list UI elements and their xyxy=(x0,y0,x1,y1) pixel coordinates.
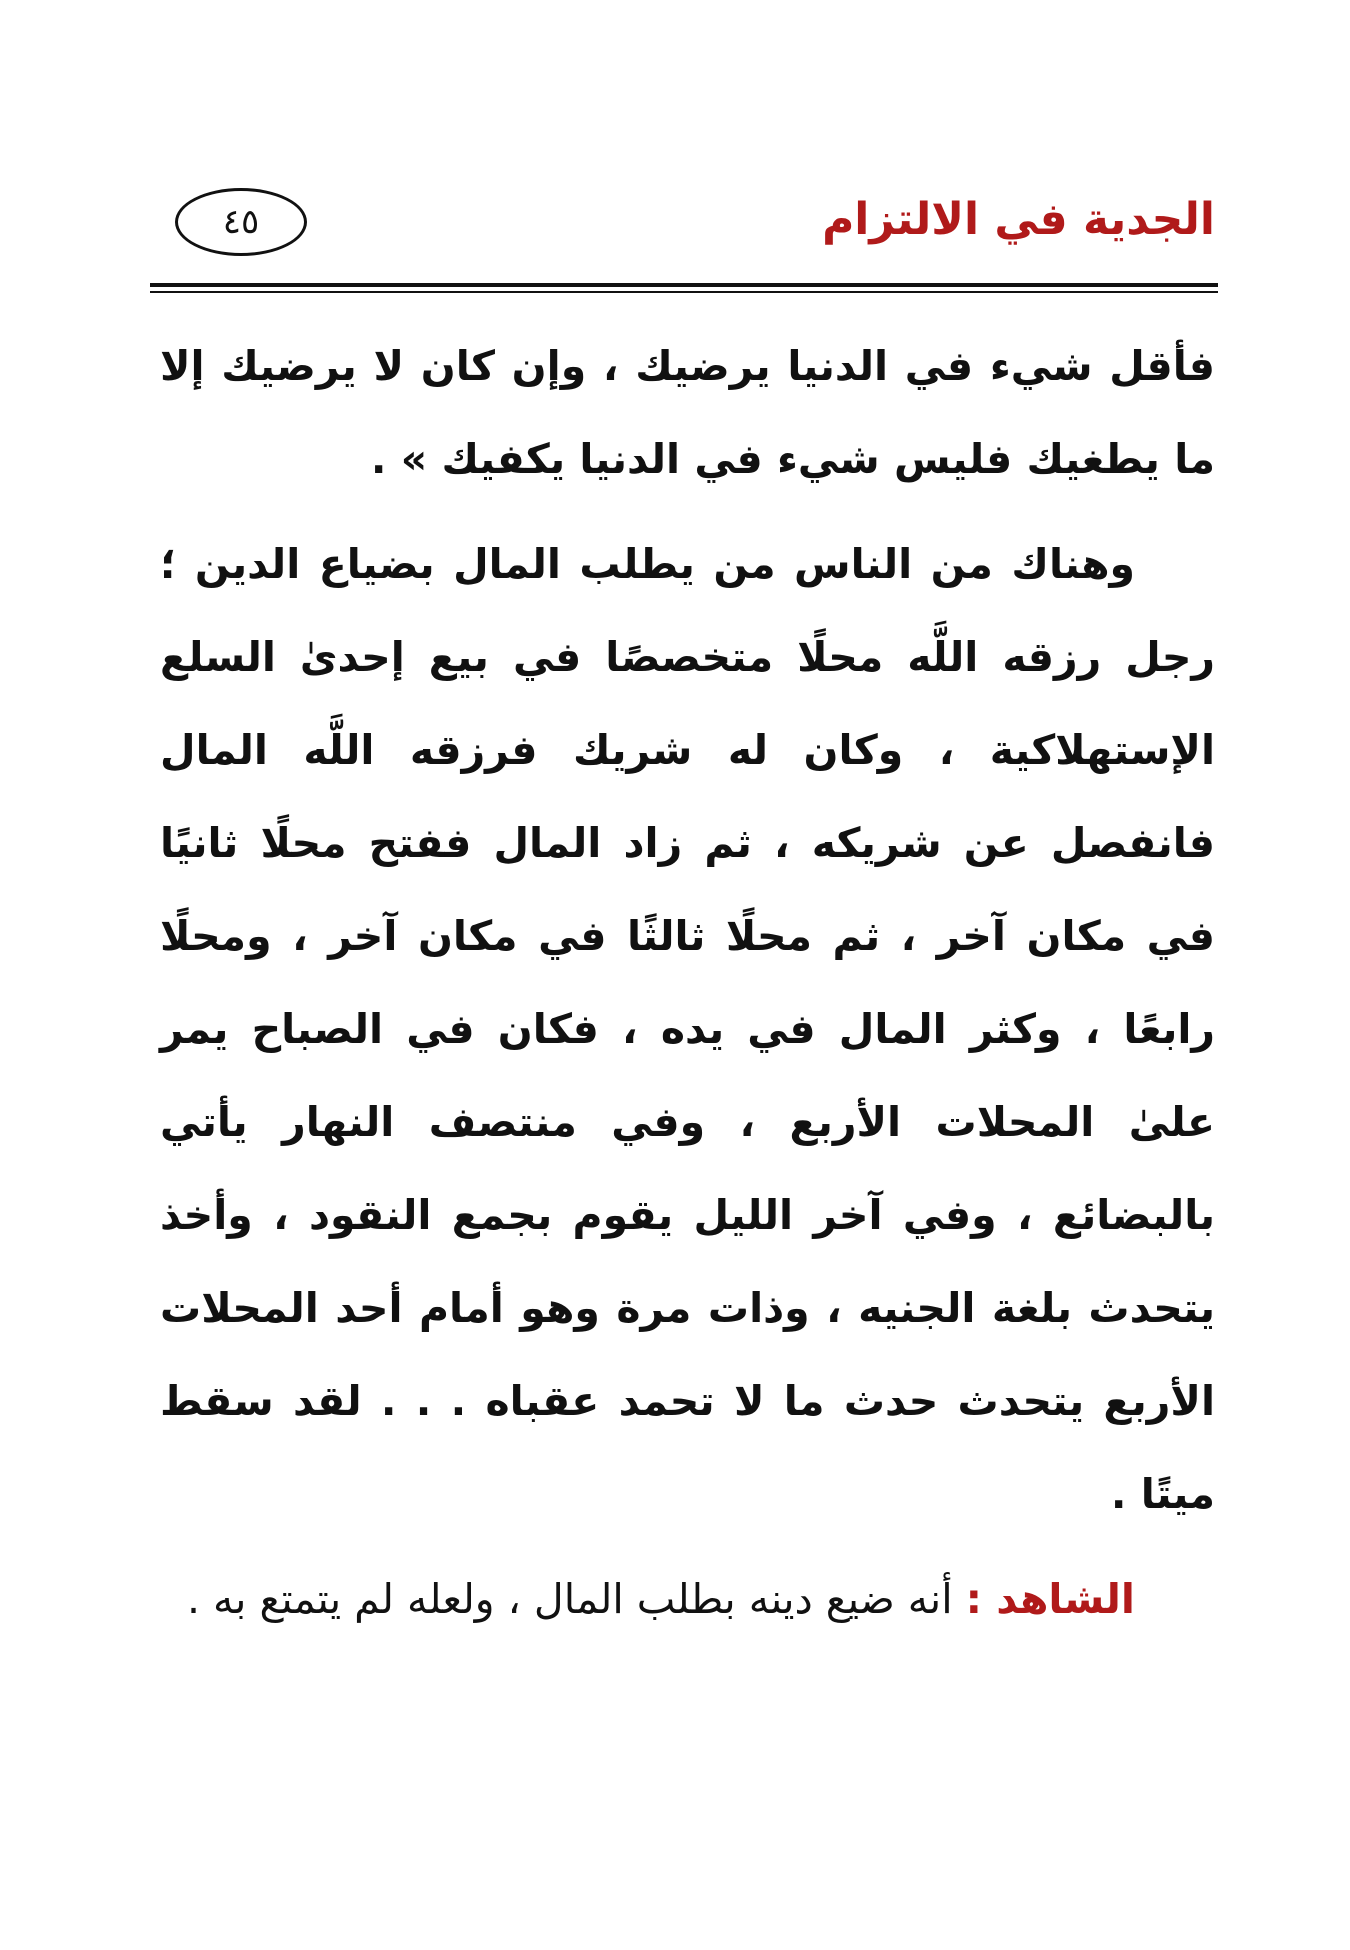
paragraph-quote-end: فأقل شيء في الدنيا يرضيك ، وإن كان لا يرضيك إلا ما يطغيك فليس شيء في الدنيا يكفيك » . xyxy=(160,342,1215,483)
witness-label: الشاهد : xyxy=(965,1575,1135,1623)
page-header xyxy=(150,180,1215,290)
page-title: الجدية في الالتزام xyxy=(822,194,1215,245)
page-body xyxy=(160,320,1215,1646)
header-rule-thick xyxy=(150,283,1218,287)
page-number: ٤٥ xyxy=(222,202,260,242)
paragraph-witness xyxy=(160,1553,1215,1646)
header-rule-thin xyxy=(150,291,1218,293)
page-number-badge xyxy=(175,188,307,256)
paragraph-story: وهناك من الناس من يطلب المال بضياع الدين ؛ رجل رزقه اللَّه محلًا متخصصًا في بيع إحدىٰ السلع الإستهلاكية ، وكان له شريك فرزقه اللَّه المال فانفصل عن شريكه ، ثم زاد المال ففتح محلًا ثانيًا في مكان آخر ، ثم محلًا ثالثًا في مكان آخر ، ومحلًا رابعًا ، وكثر المال في يده ، فكان في الصباح يمر علىٰ المحلات الأربع ، وفي منتصف النهار يأتي بالبضائع ، وفي آخر الليل يقوم بجمع النقود ، وأخذ يتحدث بلغة الجنيه ، وذات مرة وهو أمام أحد المحلات الأربع يتحدث حدث ما لا تحمد عقباه . . . لقد سقط ميتًا . xyxy=(160,540,1215,1518)
witness-text: أنه ضيع دينه بطلب المال ، ولعله لم يتمتع به . xyxy=(186,1575,966,1623)
